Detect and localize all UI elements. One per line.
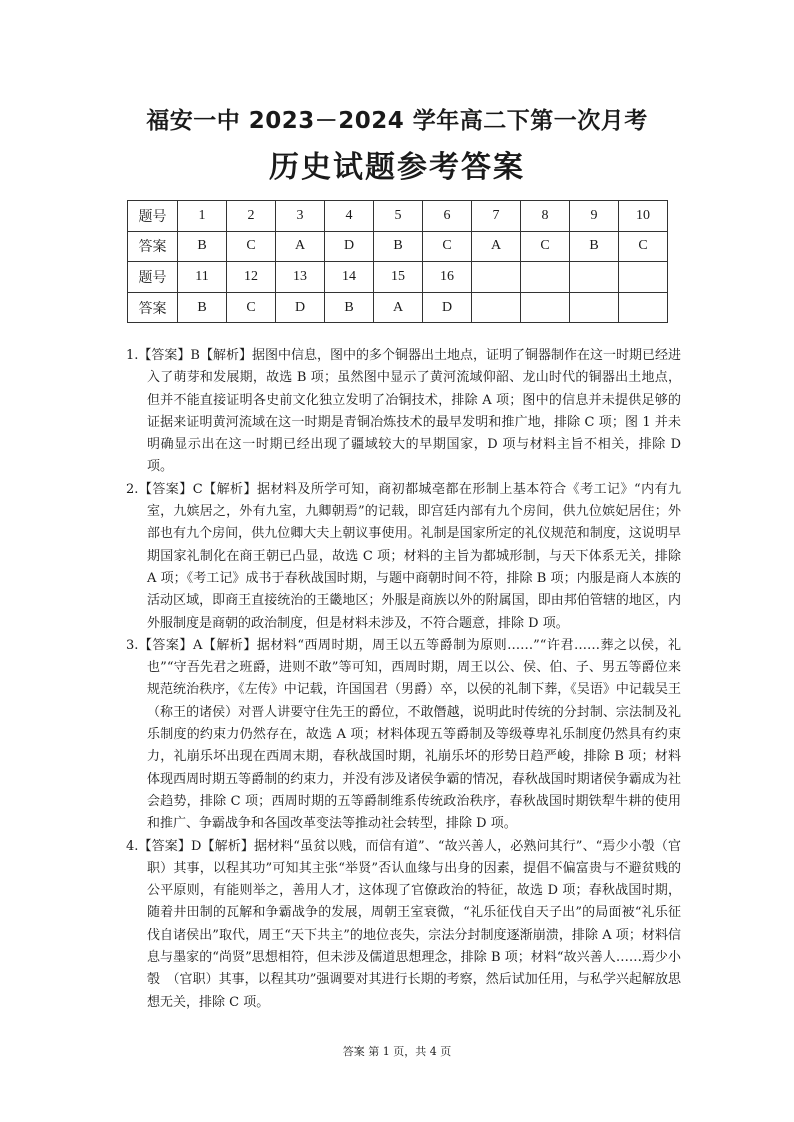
explanation-item: 1.【答案】B【解析】据图中信息，图中的多个铜器出土地点，证明了铜器制作在这一时期已经进入了萌芽和发展期，故选 B 项；虽然图中显示了黄河流域仰韶、龙山时代的铜器出土地点，但并不能直接证明各史前文化独立发明了冶铜技术，排除 A 项；图中的信息并未提供足够的证据来证明黄河流域在这一时期是青铜冶炼技术的最早发明和推广地，排除 C 项；图 1 并未明确显示出在这一时期已经出现了疆域较大的早期国家，D 项与材料主旨不相关，排除 D 项。 — [126, 348, 681, 475]
table-cell: C — [619, 231, 668, 262]
table-cell — [619, 292, 668, 323]
explanation-item: 2.【答案】C【解析】据材料及所学可知，商初都城亳都在形制上基本符合《考工记》“内有九室，九嫔居之，外有九室，九卿朝焉”的记载，即宫廷内部有九个房间，供九位嫔妃居住；外部也有九个房间，供九位卿大夫上朝议事使用。礼制是国家所定的礼仪规范和制度，这说明早期国家礼制化在商王朝已凸显，故选 C 项；材料的主旨为都城形制，与天下体系无关，排除 A 项；《考工记》成书于春秋战国时期，与题中商朝时间不符，排除 B 项；内服是商人本族的活动区域，即商王直接统治的王畿地区；外服是商族以外的附属国，即由邦伯管辖的地区，内外服制度是商朝的政治制度，但是材料未涉及，不符合题意，排除 D 项。 — [126, 481, 681, 631]
table-cell: 14 — [325, 262, 374, 293]
explanation-item: 3.【答案】A【解析】据材料“西周时期，周王以五等爵制为原则……”“许君……葬之以侯，礼也”“守吾先君之班爵，进则不敢”等可知，西周时期，周王以公、侯、伯、子、男五等爵位来规范统治秩序，《左传》中记载，许国国君（男爵）卒，以侯的礼制下葬，《吴语》中记载吴王（称王的诸侯）对晋人讲要守住先王的爵位，不敢僭越，说明此时传统的分封制、宗法制及礼乐制度的约束力仍然存在，故选 A 项；材料体现五等爵制及等级尊卑礼乐制度仍然具有约束力，礼崩乐坏出现在西周末期，春秋战国时期，礼崩乐坏的形势日趋严峻，排除 B 项；材料体现西周时期五等爵制的约束力，并没有涉及诸侯争霸的情况，春秋战国时期诸侯争霸成为社会趋势，排除 C 项；西周时期的五等爵制维系传统政治秩序，春秋战国时期铁犁牛耕的使用和推广、争霸战争和各国改革变法等推动社会转型，排除 D 项。 — [126, 637, 681, 832]
table-cell — [570, 262, 619, 293]
row-label: 答案 — [128, 231, 178, 262]
table-cell — [472, 292, 521, 323]
table-cell: B — [178, 292, 227, 323]
table-cell: D — [276, 292, 325, 323]
table-cell: C — [521, 231, 570, 262]
table-cell: 7 — [472, 201, 521, 232]
table-cell: 6 — [423, 201, 472, 232]
table-cell: B — [325, 292, 374, 323]
table-cell: 16 — [423, 262, 472, 293]
table-row — [128, 231, 668, 262]
table-cell: D — [423, 292, 472, 323]
table-cell: 9 — [570, 201, 619, 232]
table-cell: 8 — [521, 201, 570, 232]
table-cell: B — [178, 231, 227, 262]
table-cell: D — [325, 231, 374, 262]
table-cell: A — [276, 231, 325, 262]
table-cell: 2 — [227, 201, 276, 232]
table-cell: B — [570, 231, 619, 262]
table-cell — [619, 262, 668, 293]
table-cell: A — [472, 231, 521, 262]
explanations — [126, 345, 681, 1014]
table-cell: 1 — [178, 201, 227, 232]
table-cell: 15 — [374, 262, 423, 293]
table-cell: 10 — [619, 201, 668, 232]
row-label: 答案 — [128, 292, 178, 323]
table-cell: C — [227, 231, 276, 262]
table-cell: 3 — [276, 201, 325, 232]
table-row — [128, 262, 668, 293]
table-cell — [570, 292, 619, 323]
table-cell: 13 — [276, 262, 325, 293]
row-label: 题号 — [128, 262, 178, 293]
table-cell — [521, 262, 570, 293]
document-title: 福安一中 2023－2024 学年高二下第一次月考 — [146, 108, 648, 134]
table-cell: C — [423, 231, 472, 262]
table-cell — [472, 262, 521, 293]
table-row — [128, 292, 668, 323]
page-footer: 答案 第 1 页，共 4 页 — [342, 1045, 452, 1058]
table-cell: 4 — [325, 201, 374, 232]
table-cell: C — [227, 292, 276, 323]
explanation-item: 4.【答案】D【解析】据材料“虽贫以贱，而信有道”、“故兴善人，必熟问其行”、“焉少小彀（官职）其事，以程其功”可知其主张“举贤”否认血缘与出身的因素，提倡不偏富贵与不避贫贱的公平原则，有能则举之，善用人才，这体现了官僚政治的特征，故选 D 项；春秋战国时期，随着井田制的瓦解和争霸战争的发展，周朝王室衰微，“礼乐征伐自天子出”的局面被“礼乐征伐自诸侯出”取代，周王“天下共主”的地位丧失，宗法分封制度逐渐崩溃，排除 A 项；材料信息与墨家的“尚贤”思想相符，但未涉及儒道思想理念，排除 B 项；材料“故兴善人……焉少小彀 （官职）其事，以程其功”强调要对其进行长期的考察，然后试加任用，与私学兴起解放思想无关，排除 C 项。 — [126, 838, 681, 1010]
table-cell: B — [374, 231, 423, 262]
table-row — [128, 201, 668, 232]
answer-table — [127, 200, 668, 323]
table-cell: A — [374, 292, 423, 323]
row-label: 题号 — [128, 201, 178, 232]
table-cell: 12 — [227, 262, 276, 293]
table-cell: 5 — [374, 201, 423, 232]
table-cell: 11 — [178, 262, 227, 293]
document-subtitle: 历史试题参考答案 — [269, 150, 525, 185]
table-cell — [521, 292, 570, 323]
